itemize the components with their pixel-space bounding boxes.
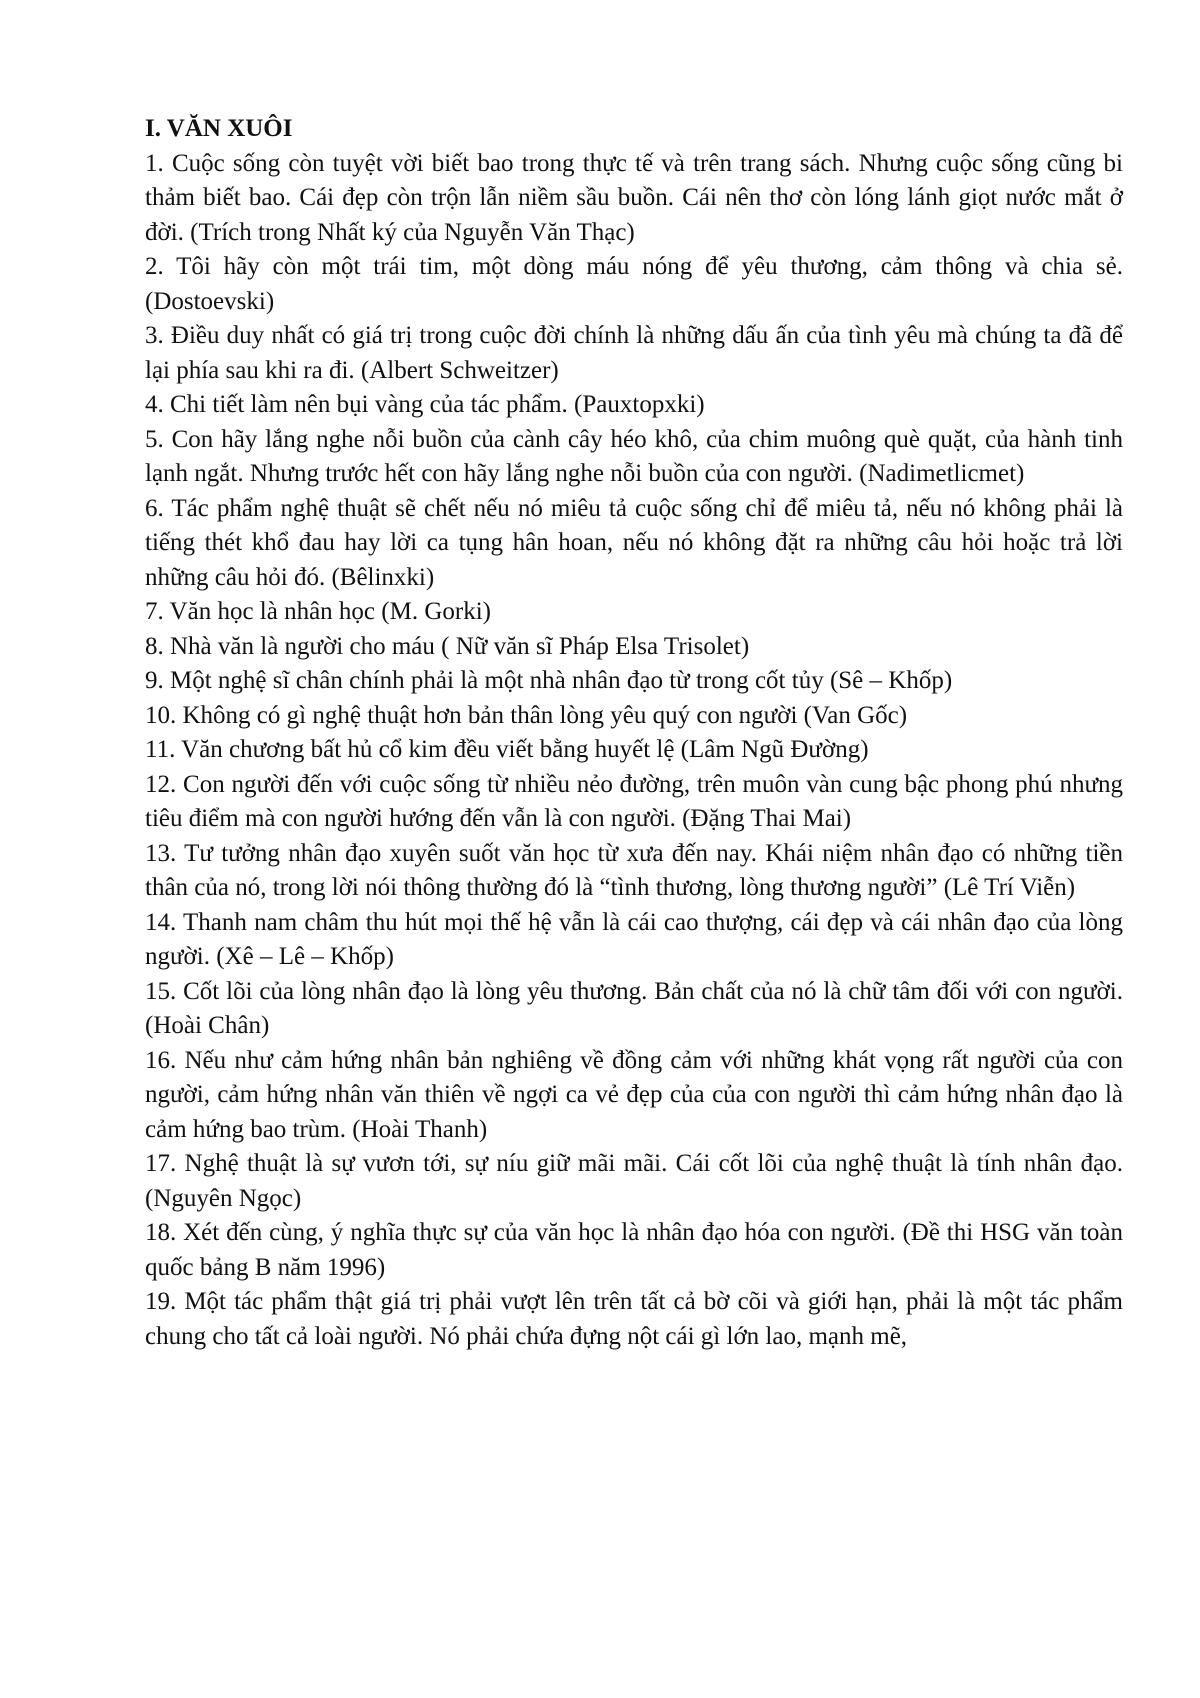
quote-1: 1. Cuộc sống còn tuyệt vời biết bao trong thực tế và trên trang sách. Nhưng cuộc sống cũng bi thảm biết bao. Cái đẹp còn trộn lẫn niềm sầu buồn. Cái nên thơ còn lóng lánh giọt nước mắt ở đời. (Trích trong Nhất ký của Nguyễn Văn Thạc) <box>145 149 1123 246</box>
quote-15: 15. Cốt lõi của lòng nhân đạo là lòng yêu thương. Bản chất của nó là chữ tâm đối với con người. (Hoài Chân) <box>145 977 1123 1039</box>
document-page <box>145 112 1123 1354</box>
quote-11: 11. Văn chương bất hủ cổ kim đều viết bằng huyết lệ (Lâm Ngũ Đường) <box>145 736 869 763</box>
quote-2: 2. Tôi hãy còn một trái tim, một dòng máu nóng để yêu thương, cảm thông và chia sẻ. (Dostoevski) <box>145 253 1123 315</box>
quote-18: 18. Xét đến cùng, ý nghĩa thực sự của văn học là nhân đạo hóa con người. (Đề thi HSG văn toàn quốc bảng B năm 1996) <box>145 1219 1123 1281</box>
quote-17: 17. Nghệ thuật là sự vươn tới, sự níu giữ mãi mãi. Cái cốt lõi của nghệ thuật là tính nhân đạo. (Nguyên Ngọc) <box>145 1150 1123 1212</box>
quote-9: 9. Một nghệ sĩ chân chính phải là một nhà nhân đạo từ trong cốt tủy (Sê – Khốp) <box>145 667 953 694</box>
quote-12: 12. Con người đến với cuộc sống từ nhiều nẻo đường, trên muôn vàn cung bậc phong phú nhưng tiêu điểm mà con người hướng đến vẫn là con người. (Đặng Thai Mai) <box>145 770 1123 832</box>
quote-14: 14. Thanh nam châm thu hút mọi thế hệ vẫn là cái cao thượng, cái đẹp và cái nhân đạo của lòng người. (Xê – Lê – Khốp) <box>145 908 1123 970</box>
quote-13: 13. Tư tưởng nhân đạo xuyên suốt văn học từ xưa đến nay. Khái niệm nhân đạo có những tiền thân của nó, trong lời nói thông thường đó là “tình thương, lòng thương người” (Lê Trí Viễn) <box>145 839 1123 901</box>
quote-10: 10. Không có gì nghệ thuật hơn bản thân lòng yêu quý con người (Van Gốc) <box>145 701 908 729</box>
quote-19: 19. Một tác phẩm thật giá trị phải vượt lên trên tất cả bờ cõi và giới hạn, phải là một tác phẩm chung cho tất cả loài người. Nó phải chứa đựng nột cái gì lớn lao, mạnh mẽ, <box>145 1288 1123 1350</box>
section-heading: I. VĂN XUÔI <box>145 115 293 142</box>
quote-6: 6. Tác phẩm nghệ thuật sẽ chết nếu nó miêu tả cuộc sống chỉ để miêu tả, nếu nó không phải là tiếng thét khổ đau hay lời ca tụng hân hoan, nếu nó không đặt ra những câu hỏi hoặc trả lời những câu hỏi đó. (Bêlinxki) <box>145 494 1123 591</box>
quote-8: 8. Nhà văn là người cho máu ( Nữ văn sĩ Pháp Elsa Trisolet) <box>145 632 750 660</box>
quote-4: 4. Chi tiết làm nên bụi vàng của tác phẩm. (Pauxtopxki) <box>145 391 705 418</box>
quote-16: 16. Nếu như cảm hứng nhân bản nghiêng về đồng cảm với những khát vọng rất người của con người, cảm hứng nhân văn thiên về ngợi ca vẻ đẹp của của con người thì cảm hứng nhân đạo là cảm hứng bao trùm. (Hoài Thanh) <box>145 1046 1123 1143</box>
quote-5: 5. Con hãy lắng nghe nỗi buồn của cành cây héo khô, của chim muông què quặt, của hành tinh lạnh ngắt. Nhưng trước hết con hãy lắng nghe nỗi buồn của con người. (Nadimetlicmet) <box>145 425 1123 487</box>
quote-3: 3. Điều duy nhất có giá trị trong cuộc đời chính là những dấu ấn của tình yêu mà chúng ta đã để lại phía sau khi ra đi. (Albert Schweitzer) <box>145 322 1123 384</box>
quote-7: 7. Văn học là nhân học (M. Gorki) <box>145 598 491 625</box>
